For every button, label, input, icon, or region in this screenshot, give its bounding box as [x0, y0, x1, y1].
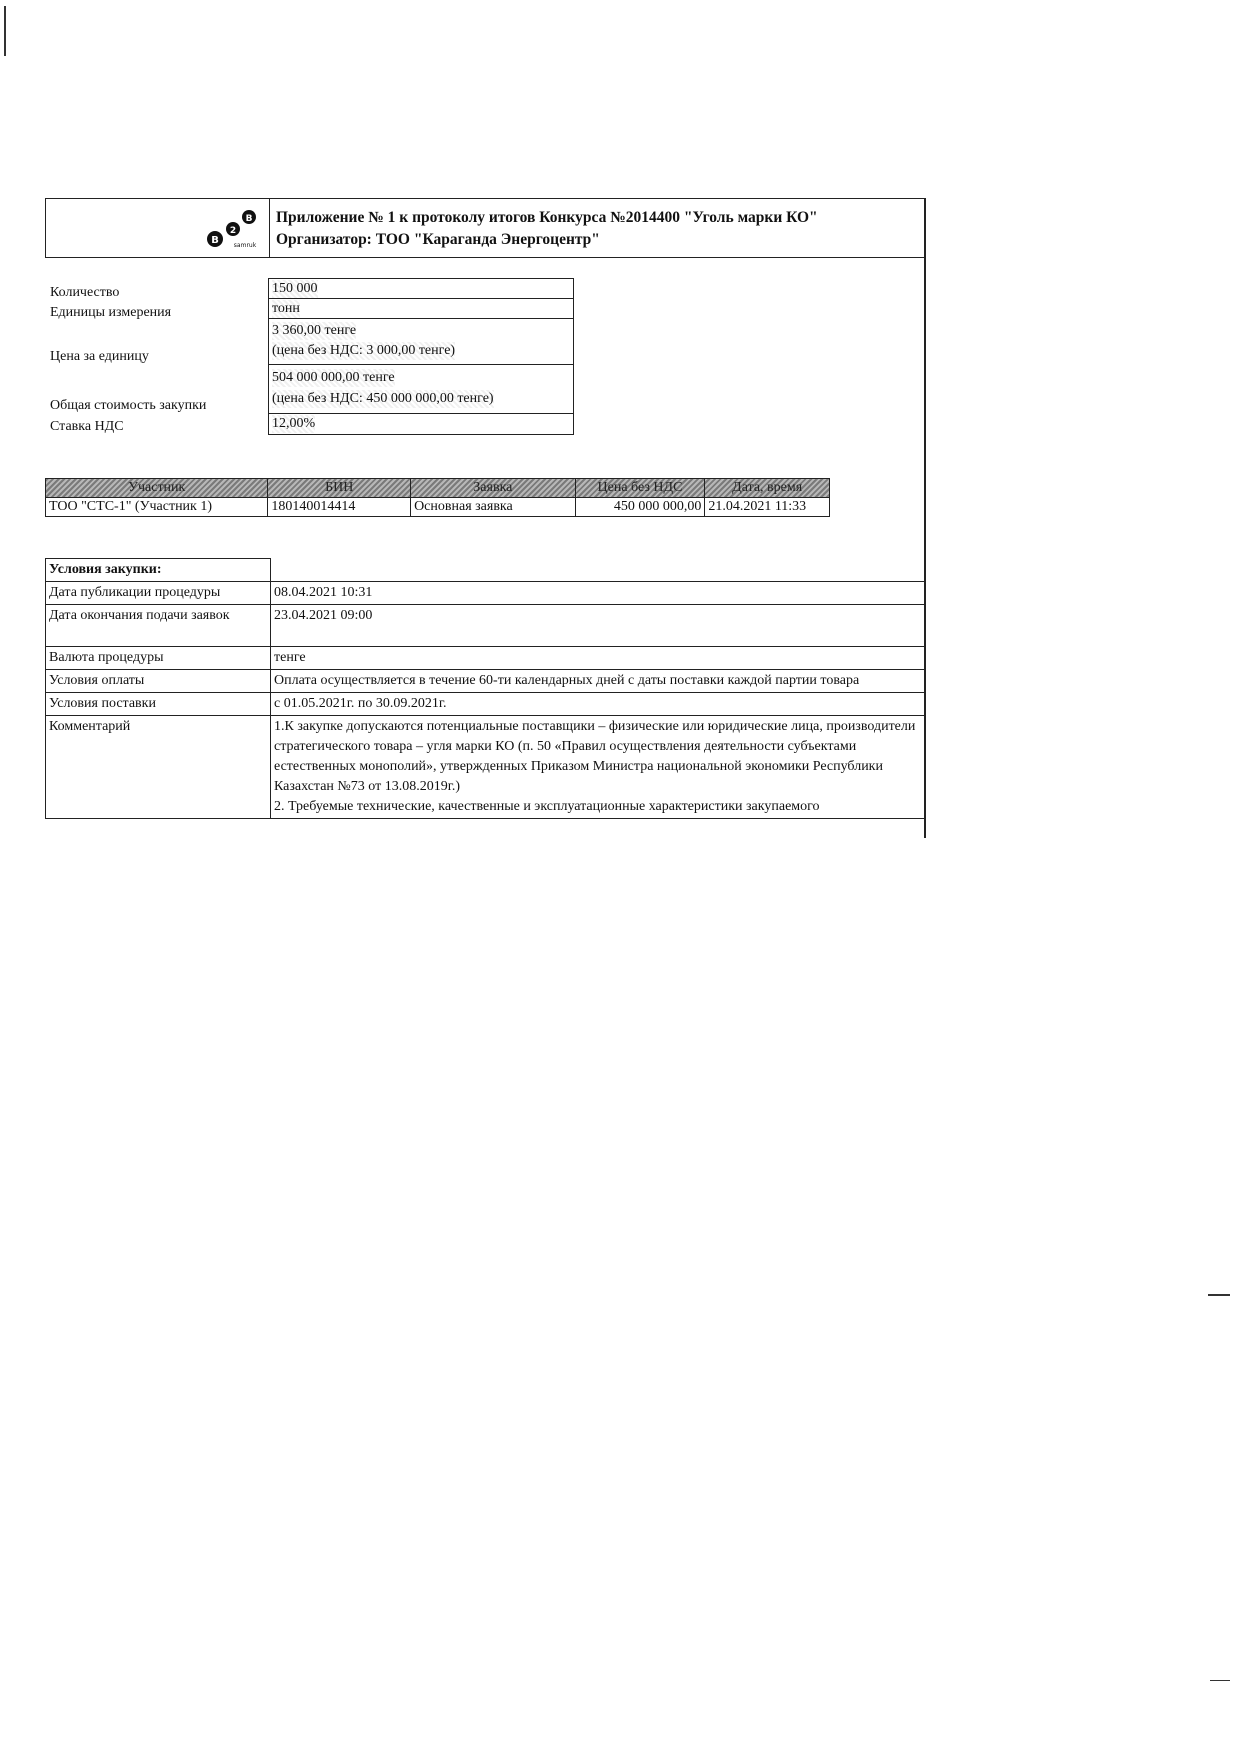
label-quantity: Количество	[50, 285, 120, 300]
value-total-net: (цена без НДС: 450 000 000,00 тенге)	[272, 391, 494, 406]
svg-text:B: B	[245, 214, 253, 224]
value-unit-price-net: (цена без НДС: 3 000,00 тенге)	[272, 343, 456, 358]
summary-values-grid	[268, 278, 574, 435]
value-publication-date: 08.04.2021 10:31	[271, 582, 925, 605]
participant-bin: 180140014414	[268, 498, 411, 516]
table-row	[46, 498, 829, 516]
label-vat: Ставка НДС	[50, 419, 124, 434]
participants-table	[45, 478, 830, 517]
summary-row-quantity	[269, 279, 573, 299]
value-currency: тенге	[271, 647, 925, 670]
col-header-bin: БИН	[268, 479, 411, 497]
label-publication-date: Дата публикации процедуры	[46, 582, 271, 605]
value-delivery-terms: с 01.05.2021г. по 30.09.2021г.	[271, 693, 925, 716]
table-row	[46, 605, 925, 647]
table-row	[46, 716, 925, 819]
b2b-logo-icon	[205, 207, 261, 251]
label-unit: Единицы измерения	[50, 305, 172, 320]
conditions-section-row	[46, 559, 925, 582]
participant-price: 450 000 000,00	[576, 498, 706, 516]
value-quantity: 150 000	[272, 281, 318, 296]
participant-name: ТОО "СТС-1" (Участник 1)	[46, 498, 268, 516]
col-header-datetime: Дата, время	[732, 480, 803, 495]
conditions-section-blank	[271, 559, 925, 582]
summary-row-unit	[269, 299, 573, 319]
summary-row-unit-price	[269, 319, 573, 365]
svg-text:2: 2	[229, 226, 237, 236]
label-currency: Валюта процедуры	[46, 647, 271, 670]
procurement-conditions-table	[45, 558, 925, 819]
value-unit: тонн	[272, 301, 300, 316]
label-total: Общая стоимость закупки	[50, 398, 207, 413]
table-row	[46, 670, 925, 693]
value-deadline: 23.04.2021 09:00	[271, 605, 925, 647]
logo-cell	[46, 199, 270, 257]
label-payment-terms: Условия оплаты	[46, 670, 271, 693]
document-header	[45, 198, 925, 258]
summary-row-total	[269, 365, 573, 414]
label-comment: Комментарий	[46, 716, 271, 819]
scan-edge-mark	[4, 6, 6, 56]
col-header-participant: Участник	[46, 479, 268, 497]
organizer-line: Организатор: ТОО "Караганда Энергоцентр"	[276, 231, 600, 248]
value-vat: 12,00%	[272, 416, 316, 431]
scan-edge-mark	[1208, 1294, 1230, 1296]
participants-header-row	[46, 479, 829, 498]
value-total: 504 000 000,00 тенге	[272, 370, 395, 385]
label-deadline: Дата окончания подачи заявок	[46, 605, 271, 647]
svg-text:samruk: samruk	[233, 242, 257, 249]
label-unit-price: Цена за единицу	[50, 349, 149, 364]
participant-datetime: 21.04.2021 11:33	[708, 499, 807, 514]
summary-row-vat	[269, 414, 573, 434]
label-delivery-terms: Условия поставки	[46, 693, 271, 716]
col-header-bid: Заявка	[411, 479, 576, 497]
protocol-title: Приложение № 1 к протоколу итогов Конкурса №2014400 "Уголь марки КО"	[276, 209, 818, 226]
participant-bid-type: Основная заявка	[411, 498, 576, 516]
value-payment-terms: Оплата осуществляется в течение 60-ти календарных дней с даты поставки каждой партии товара	[271, 670, 925, 693]
value-unit-price: 3 360,00 тенге	[272, 323, 357, 338]
value-comment: 1.К закупке допускаются потенциальные поставщики – физические или юридические лица, производители стратегического товара – угля марки КО (п. 50 «Правил осуществления деятельности субъектами естественных монополий», утвержденных Приказом Министра национальной экономики Республики Казахстан №73 от 13.08.2019г.) 2. Требуемые технические, качественные и эксплуатационные характеристики закупаемого	[271, 716, 925, 819]
table-row	[46, 647, 925, 670]
table-row	[46, 582, 925, 605]
conditions-section-title: Условия закупки:	[46, 559, 271, 582]
scan-edge-mark	[1210, 1680, 1230, 1681]
header-title	[276, 207, 818, 251]
svg-text:B: B	[211, 235, 219, 246]
table-row	[46, 693, 925, 716]
col-header-price: Цена без НДС	[576, 479, 706, 497]
